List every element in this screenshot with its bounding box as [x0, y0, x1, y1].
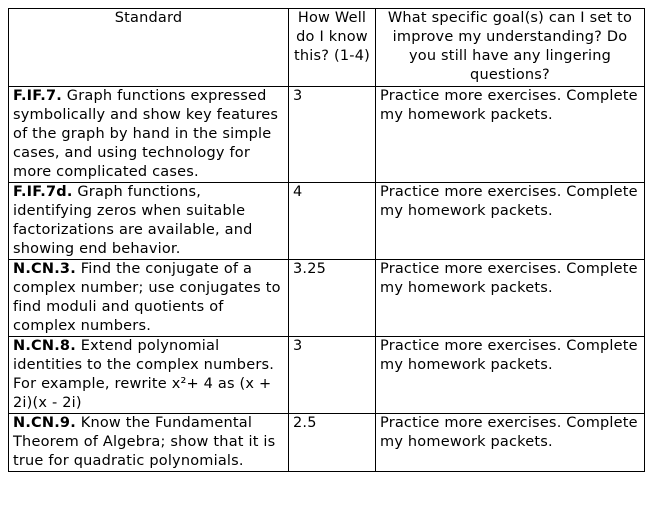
standard-text: Find the conjugate of a complex number; use conjugates to find moduli and quotients of complex numbers.	[13, 261, 281, 334]
standard-code: N.CN.8.	[13, 338, 76, 354]
goal-cell: Practice more exercises. Complete my homework packets.	[376, 260, 645, 337]
standard-text: Graph functions, identifying zeros when suitable factorizations are available, and showing end behavior.	[13, 184, 253, 257]
header-rating: How Well do I know this? (1-4)	[289, 9, 376, 87]
standard-text: Know the Fundamental Theorem of Algebra; show that it is true for quadratic polynomials.	[13, 415, 276, 469]
table-row	[9, 260, 645, 337]
rating-cell: 4	[289, 183, 376, 260]
standard-code: F.IF.7.	[13, 88, 62, 104]
standard-cell	[9, 260, 289, 337]
rating-cell: 3	[289, 337, 376, 414]
header-standard: Standard	[9, 9, 289, 87]
standard-cell	[9, 337, 289, 414]
table-row	[9, 337, 645, 414]
goal-cell: Practice more exercises. Complete my homework packets.	[376, 337, 645, 414]
goal-cell: Practice more exercises. Complete my homework packets.	[376, 87, 645, 183]
rating-cell: 3	[289, 87, 376, 183]
standard-code: N.CN.9.	[13, 415, 76, 431]
header-goal: What specific goal(s) can I set to improve my understanding? Do you still have any lingering questions?	[376, 9, 645, 87]
rating-cell: 3.25	[289, 260, 376, 337]
table-row	[9, 183, 645, 260]
table-row	[9, 87, 645, 183]
goal-cell: Practice more exercises. Complete my homework packets.	[376, 414, 645, 472]
standard-code: N.CN.3.	[13, 261, 76, 277]
standard-code: F.IF.7d.	[13, 184, 73, 200]
table-row	[9, 414, 645, 472]
goal-cell: Practice more exercises. Complete my homework packets.	[376, 183, 645, 260]
standard-cell	[9, 87, 289, 183]
rating-cell: 2.5	[289, 414, 376, 472]
table-header-row	[9, 9, 645, 87]
standards-table	[8, 8, 645, 472]
standard-text: Graph functions expressed symbolically and show key features of the graph by hand in the simple cases, and using technology for more complicated cases.	[13, 88, 279, 180]
standard-cell	[9, 183, 289, 260]
standard-cell	[9, 414, 289, 472]
standard-text: Extend polynomial identities to the complex numbers. For example, rewrite x²+ 4 as (x + 2i)(x - 2i)	[13, 338, 275, 411]
